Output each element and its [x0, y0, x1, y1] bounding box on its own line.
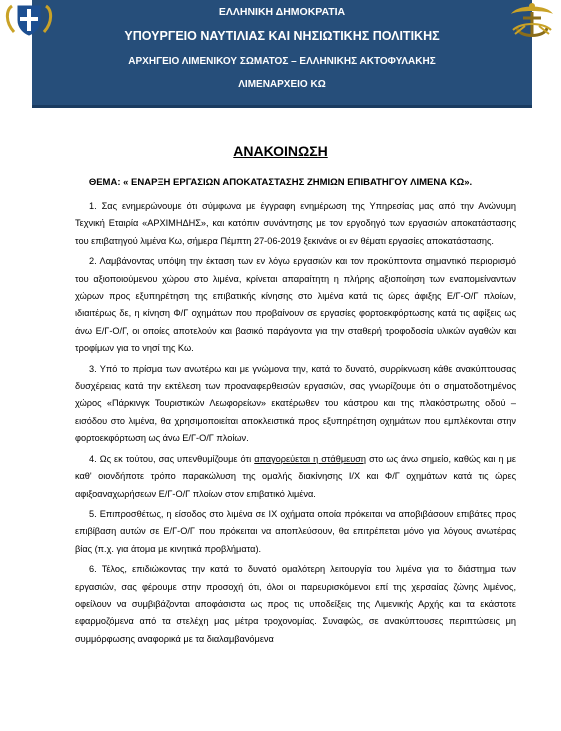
header-country: ΕΛΛΗΝΙΚΗ ΔΗΜΟΚΡΑΤΙΑ	[218, 6, 346, 18]
paragraph-6: 6. Τέλος, επιδιώκοντας την κατά το δυνατό ομαλότερη λειτουργία του λιμένα για το διάστημα των εργασιών, σας φέρουμε στην προσοχή ότι, όλοι οι παρευρισκόμενοι επί της χερσαίας ζώνης λιμένος, οφείλουν να συμβιβάζονται αποφάσιστα ως προς τις υποδείξεις της Λιμενικής Αρχής και τα εκάστοτε εφαρμοζόμενα από τα στελέχη μας μέτρα τροχονομίας. Συναφώς, σε ανακύπτουσες περιπτώσεις μη συμμόρφωσης αναφορικά με τα διαλαμβανόμενα	[75, 564, 516, 644]
paragraph-2: 2. Λαμβάνοντας υπόψη την έκταση των εν λόγω εργασιών και τον προκύπτοντα σημαντικό περιορισμό του αξιοποιούμενου χώρου στο λιμένα, κρίνεται απαραίτητη η πλήρης αξιοποίηση των εναπομείναντων χώρων προς εξυπηρέτηση της επιβατικής κίνησης στο λιμένα κατά τις ώρες άφιξης Ε/Γ-Ο/Γ πλοίων, ιδιαιτέρως δε, η κίνηση Φ/Γ οχημάτων που προβαίνουν σε εργασίες φορτοεκφόρτωσης κατά τις αφίξεις ως άνω Ε/Γ-Ο/Γ, οι οποίες αποτελούν και βασικό παράγοντα για την σταθερή τροφοδοσία υλικών αγαθών και τροφίμων για το νησί της Κω.	[75, 256, 516, 354]
coast-guard-anchor-crest-icon	[503, 0, 561, 42]
paragraph-5: 5. Επιπροσθέτως, η είσοδος στο λιμένα σε ΙΧ οχήματα οποία πρόκειται να αποβιβάσουν επιβάτες προς επιβίβαση αυτών σε Ε/Γ-Ο/Γ που πρόκειται να αποπλεύσουν, θα επιτρέπεται μόνο για λόγους ανωτέρας βίας (π.χ. για άτομα με κινητικά προβλήματα).	[75, 508, 516, 554]
header-coast-guard: ΑΡΧΗΓΕΙΟ ΛΙΜΕΝΙΚΟΥ ΣΩΜΑΤΟΣ – ΕΛΛΗΝΙΚΗΣ ΑΚΤΟΦΥΛΑΚΗΣ	[128, 56, 436, 67]
header-ministry: ΥΠΟΥΡΓΕΙΟ ΝΑΥΤΙΛΙΑΣ ΚΑΙ ΝΗΣΙΩΤΙΚΗΣ ΠΟΛΙΤΙΚΗΣ	[124, 29, 440, 43]
announcement-body	[75, 198, 516, 651]
announcement-subject: ΘΕΜΑ: « ΕΝΑΡΞΗ ΕΡΓΑΣΙΩΝ ΑΠΟΚΑΤΑΣΤΑΣΗΣ ΖΗΜΙΩΝ ΕΠΙΒΑΤΗΓΟΥ ΛΙΜΕΝΑ ΚΩ».	[88, 177, 473, 188]
paragraph-1: 1. Σας ενημερώνουμε ότι σύμφωνα με έγγραφη ενημέρωση της Υπηρεσίας μας από την Ανώνυμη Τεχνική Εταιρία «ΑΡΧΙΜΗΔΗΣ», και κατόπιν συνάντησης με τον εργοδηγό των εργασιών αποκατάστασης του επιβατηγού λιμένα Κω, σήμερα Πέμπτη 27-06-2019 ξεκινάνε οι εν θέματι εργασίες αποκατάστασης.	[75, 201, 516, 246]
paragraph-4	[75, 451, 516, 503]
parking-prohibition-emphasis: απαγορεύεται η στάθμευση	[254, 453, 367, 464]
paragraph-4-end: στο ως άνω σημείο, καθώς και η με καθ' οιονδήποτε τρόπο παρακώλυση της ομαλής διακίνησης Ι/Χ και Φ/Γ οχημάτων κατά τις ώρες αφιξοαναχωρήσεων Ε/Γ-Ο/Γ πλοίων στον επιβατικό λιμένα.	[75, 453, 516, 499]
header-port-authority: ΛΙΜΕΝΑΡΧΕΙΟ ΚΩ	[238, 79, 326, 90]
announcement-title: ΑΝΑΚΟΙΝΩΣΗ	[233, 143, 328, 159]
document-header	[32, 0, 532, 108]
paragraph-3: 3. Υπό το πρίσμα των ανωτέρω και με γνώμονα την, κατά το δυνατό, συρρίκνωση κάθε ανακύπτουσας δυσχέρειας κατά την εκτέλεση των προαναφερθεισών εργασιών, σας γνωρίζουμε ότι ο σηματοδοτημένος χώρος «Πάρκινγκ Τουριστικών Λεωφορείων» εκατέρωθεν του κάστρου και της πλακόστρωτης οδού – εισόδου στο λιμένα, θα χρησιμοποιείται αποκλειστικά προς εξυπηρέτηση οχημάτων που εμπλέκονται στην φορτοεκφόρτωση ως άνω Ε/Γ-Ο/Γ πλοίων.	[75, 363, 516, 444]
greek-coat-of-arms-icon	[0, 0, 58, 38]
paragraph-4-start: 4. Ως εκ τούτου, σας υπενθυμίζουμε ότι	[89, 453, 255, 464]
